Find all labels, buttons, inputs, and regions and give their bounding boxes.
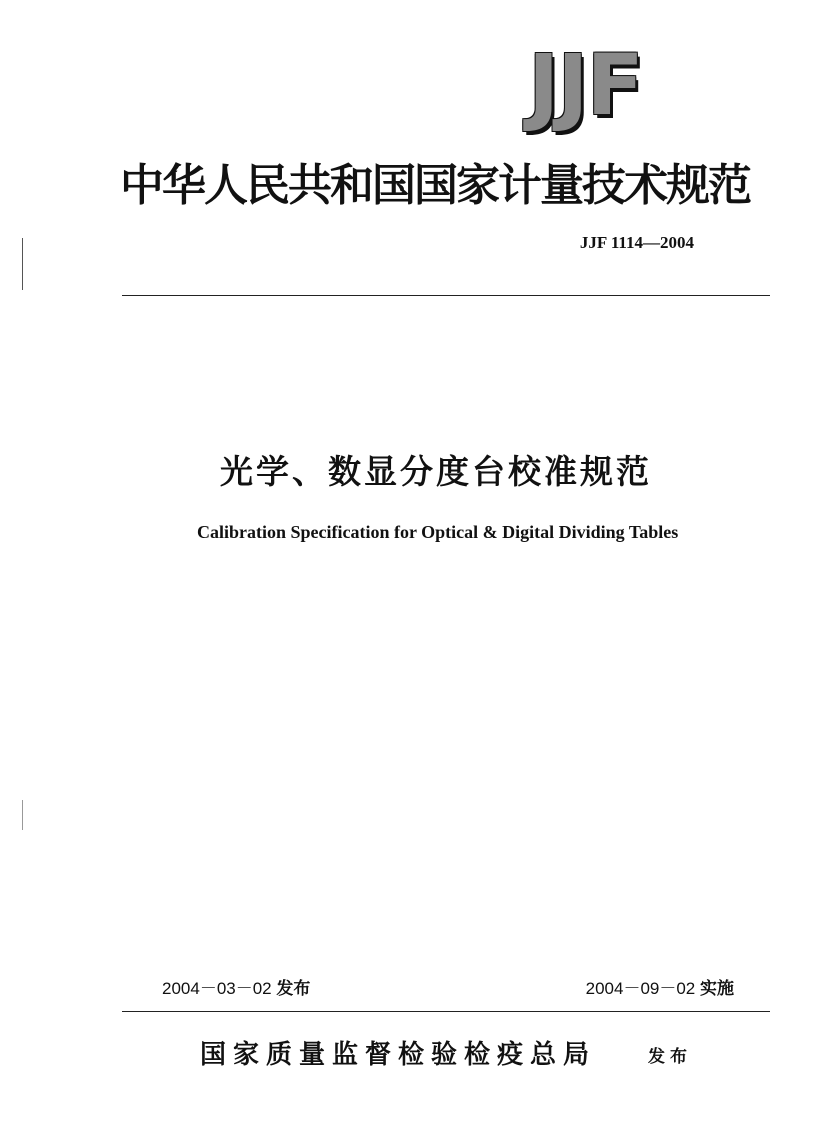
specification-title-en: Calibration Specification for Optical & Digital Dividing Tables	[197, 522, 679, 542]
issuing-authority: 国家质量监督检验检疫总局	[200, 1040, 597, 1070]
specification-title-cn: 光学、数显分度台校准规范	[220, 452, 652, 491]
issue-date-value: 2004－03－02	[162, 979, 272, 998]
issuing-authority-suffix: 发布	[648, 1047, 692, 1067]
issue-date-label: 发布	[276, 979, 311, 999]
header-divider	[122, 295, 770, 296]
scan-edge-mark	[22, 238, 23, 290]
jjf-logo: JJF	[528, 36, 642, 134]
standard-category-title: 中华人民共和国国家计量技术规范	[120, 160, 750, 211]
scan-edge-mark	[22, 800, 23, 830]
footer-divider	[122, 1011, 770, 1012]
effective-date-value: 2004－09－02	[585, 979, 696, 998]
effective-date	[570, 977, 734, 1001]
document-number: JJF 1114—2004	[579, 233, 694, 252]
effective-date-label: 实施	[700, 979, 734, 999]
issue-date	[162, 977, 310, 1001]
